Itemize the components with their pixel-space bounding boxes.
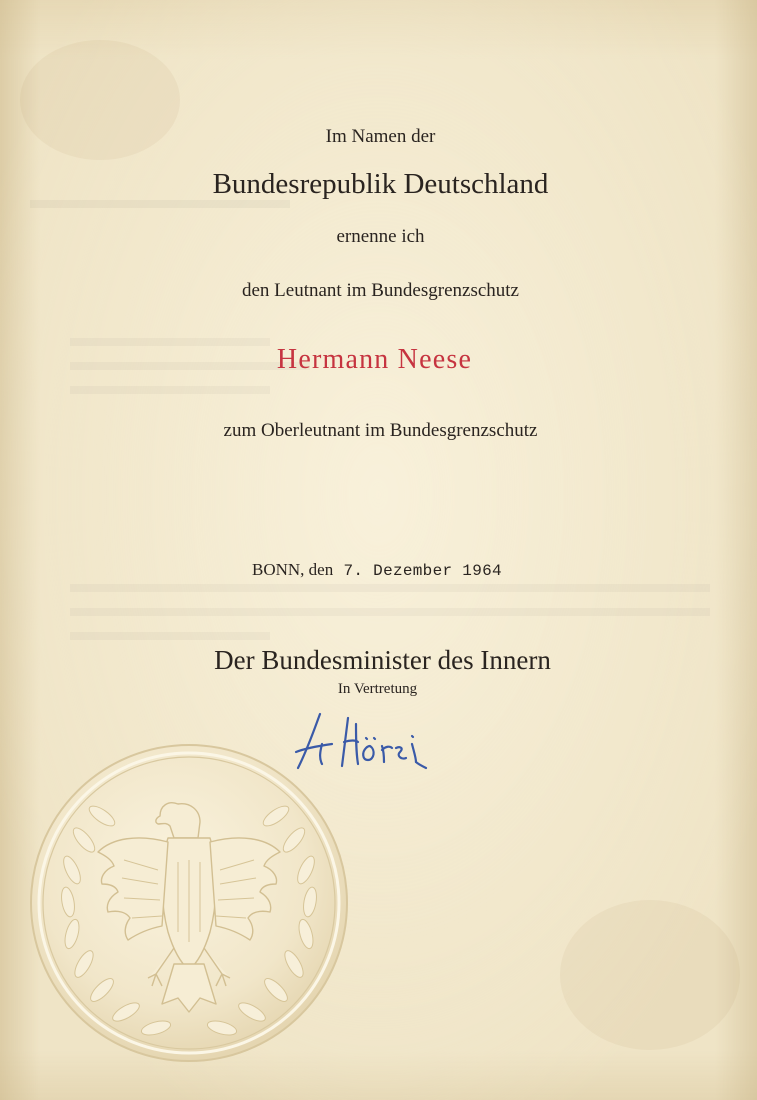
appoint-text: ernenne ich: [336, 226, 425, 247]
show-through-line: [70, 386, 270, 394]
show-through-line: [30, 200, 290, 208]
issuer-title: Der Bundesminister des Innern: [214, 645, 551, 675]
appointee-name: Hermann Neese: [276, 344, 473, 375]
show-through-line: [70, 608, 710, 616]
deputy-note: In Vertretung: [337, 681, 418, 697]
embossed-eagle-seal: [28, 742, 350, 1064]
place-text: BONN, den: [252, 560, 334, 579]
show-through-line: [70, 584, 710, 592]
intro-text: Im Namen der: [325, 126, 436, 147]
typed-date: 7. Dezember 1964: [343, 562, 502, 580]
state-name: Bundesrepublik Deutschland: [212, 168, 549, 200]
show-through-line: [70, 632, 270, 640]
place-date-line: [252, 560, 502, 580]
new-rank: zum Oberleutnant im Bundesgrenzschutz: [223, 420, 538, 441]
current-rank: den Leutnant im Bundesgrenzschutz: [241, 280, 519, 301]
paper-stain: [560, 900, 740, 1050]
